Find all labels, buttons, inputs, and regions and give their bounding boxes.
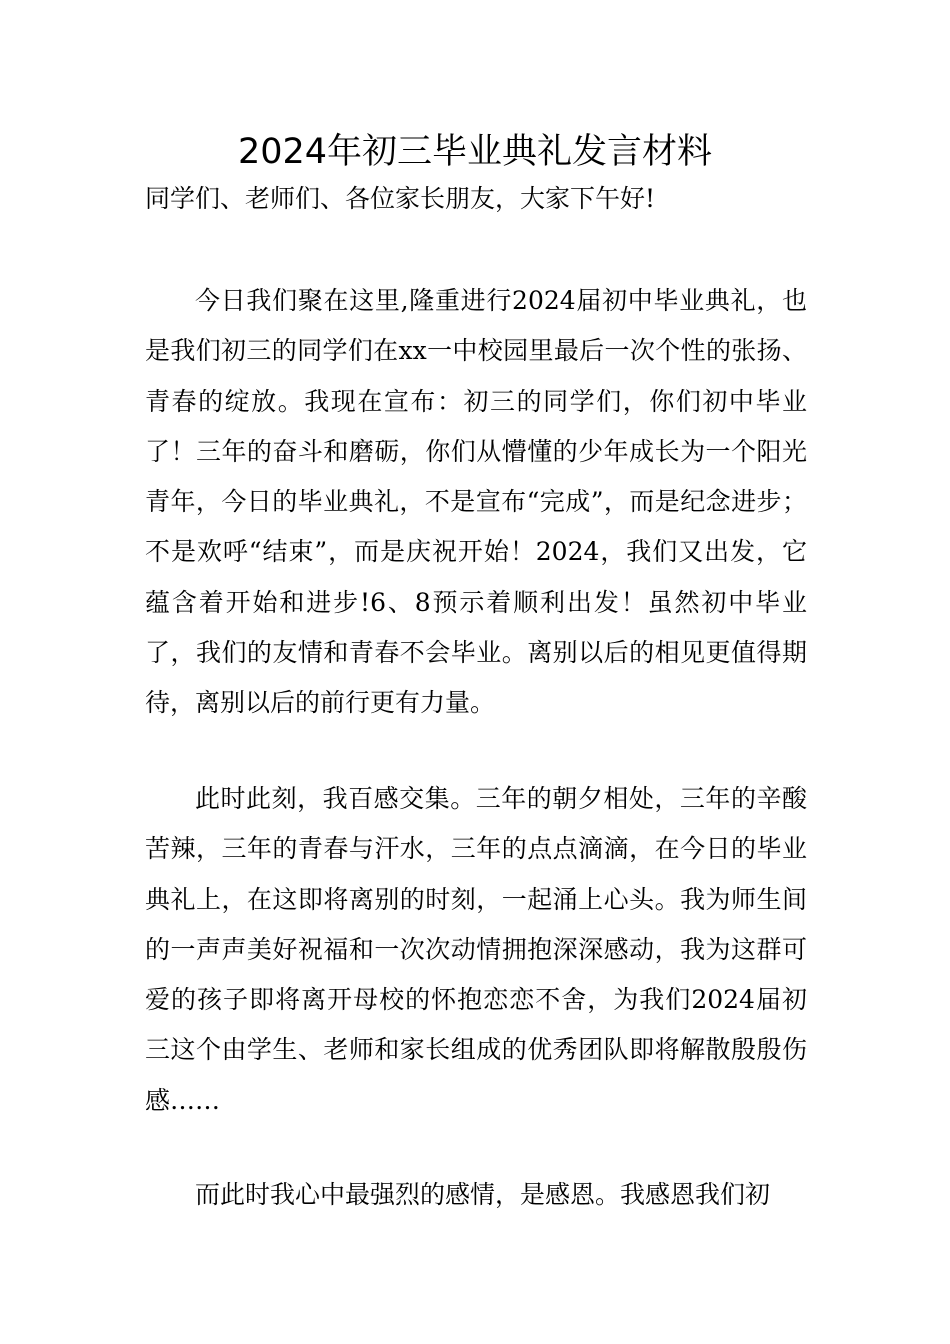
body-paragraph-2: 此时此刻，我百感交集。三年的朝夕相处，三年的辛酸苦辣，三年的青春与汗水，三年的点点滴滴，在今日的毕业典礼上，在这即将离别的时刻，一起涌上心头。我为师生间的一声声美好祝福和一次次动情拥抱深深感动，我为这群可爱的孩子即将离开母校的怀抱恋恋不舍，为我们2024届初三这个由学生、老师和家长组成的优秀团队即将解散殷殷伤感……	[145, 784, 807, 1115]
body-paragraph-3: 而此时我心中最强烈的感情，是感恩。我感恩我们初	[195, 1180, 771, 1209]
document-title: 2024年初三毕业典礼发言材料	[237, 132, 713, 172]
body-paragraph-1: 今日我们聚在这里,隆重进行2024届初中毕业典礼，也是我们初三的同学们在xx一中校园里最后一次个性的张扬、青春的绽放。我现在宣布：初三的同学们，你们初中毕业了！三年的奋斗和磨砺，你们从懵懂的少年成长为一个阳光青年，今日的毕业典礼，不是宣布“完成”，而是纪念进步；不是欢呼“结束”，而是庆祝开始！2024，我们又出发，它蕴含着开始和进步!6、8预示着顺利出发！虽然初中毕业了，我们的友情和青春不会毕业。离别以后的相见更值得期待，离别以后的前行更有力量。	[145, 286, 807, 718]
greeting-line: 同学们、老师们、各位家长朋友，大家下午好!	[145, 184, 656, 213]
